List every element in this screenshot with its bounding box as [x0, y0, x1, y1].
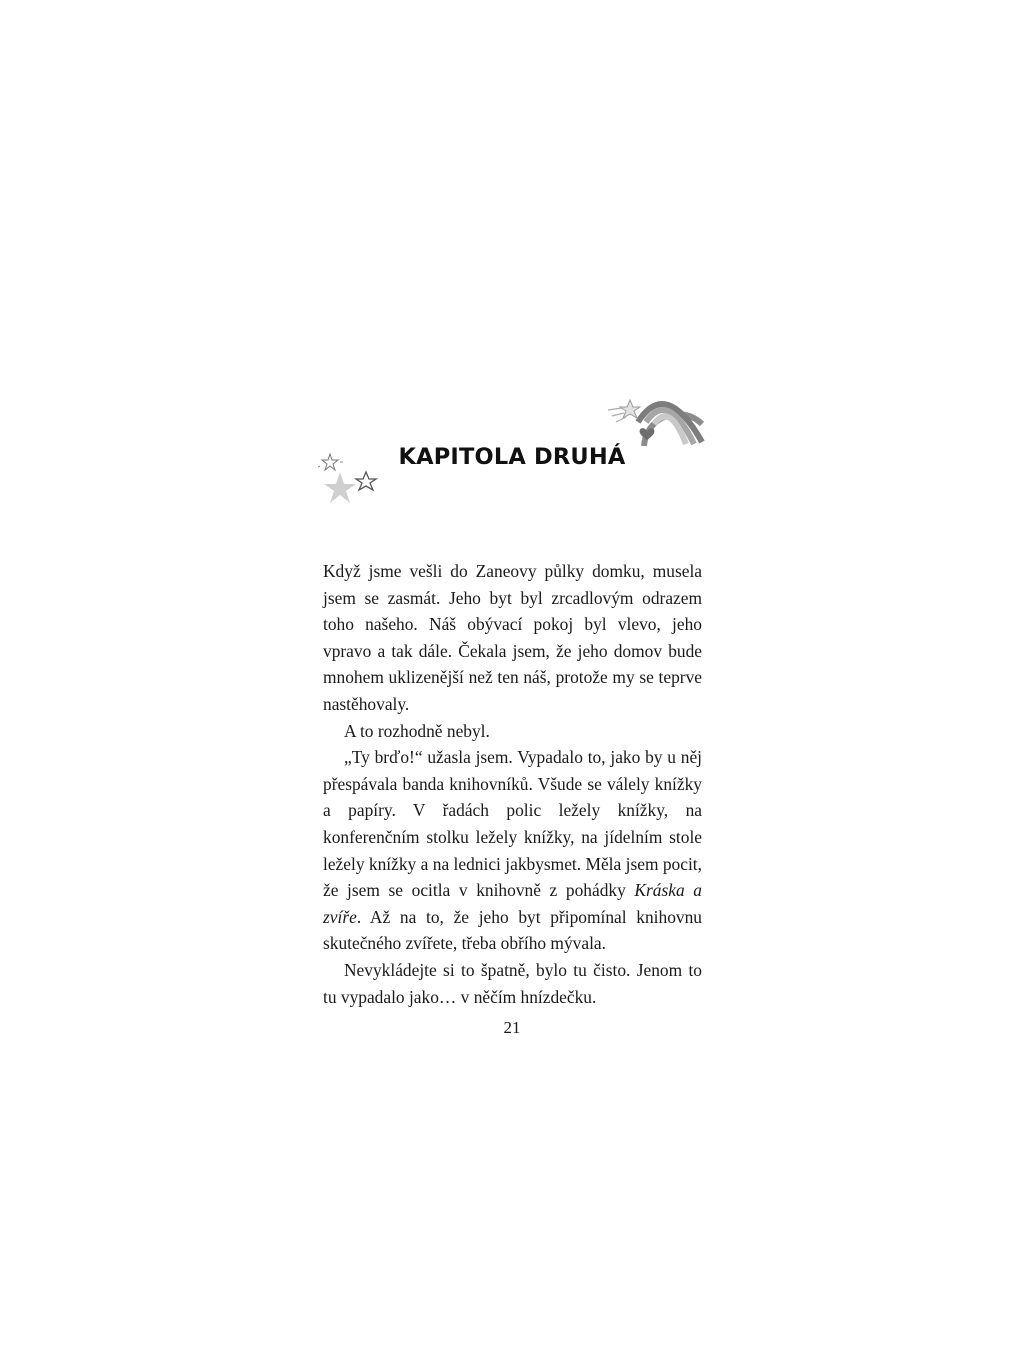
paragraph	[323, 558, 702, 718]
paragraph-text: . Až na to, že jeho byt připomínal knihovnu skutečného zvířete, třeba obřího mývala.	[323, 906, 702, 954]
paragraph-text: „Ty brďo!“ užasla jsem. Vypadalo to, jako by u něj přespávala banda knihovníků. Všude se válely knížky a papíry. V řadách polic ležely knížky, na konferenčním stolku ležely knížky, na jídelním stole ležely knížky a na lednici jakbysmet. Měla jsem pocit, že jsem se ocitla v knihovně z pohádky	[323, 747, 702, 901]
paragraph	[323, 744, 702, 957]
paragraph	[323, 957, 702, 1010]
chapter-title: KAPITOLA DRUHÁ	[398, 444, 626, 470]
book-title-italic: Kráska a zvíře	[323, 880, 702, 927]
paragraph-text: Když jsme vešli do Zaneovy půlky domku, musela jsem se zasmát. Jeho byt byl zrcadlovým odrazem toho našeho. Náš obývací pokoj byl vlevo, jeho vpravo a tak dále. Čekala jsem, že jeho domov bude mnohem uklizenější než ten náš, protože my se teprve nastěhovaly.	[323, 561, 702, 714]
chapter-body	[323, 558, 702, 1010]
rainbow-heart-icon	[604, 382, 706, 448]
paragraph-text: A to rozhodně nebyl.	[344, 720, 490, 741]
page-number: 21	[503, 1018, 521, 1037]
paragraph-text: Nevykládejte si to špatně, bylo tu čisto. Jenom to tu vypadalo jako… v něčím hnízdečku.	[323, 959, 702, 1007]
paragraph	[323, 718, 702, 745]
